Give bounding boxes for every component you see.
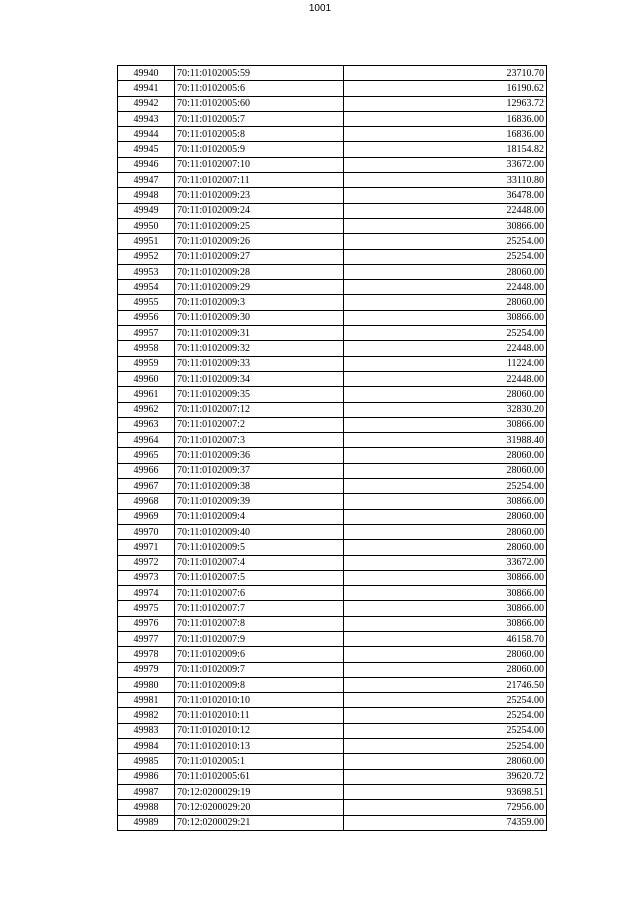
table-row xyxy=(118,264,547,279)
row-number-cell: 49983 xyxy=(118,723,175,738)
row-number-cell: 49957 xyxy=(118,326,175,341)
row-number-cell: 49975 xyxy=(118,601,175,616)
cadastral-number-cell: 70:11:0102005:8 xyxy=(175,127,344,142)
row-number-cell: 49971 xyxy=(118,540,175,555)
row-number-cell: 49945 xyxy=(118,142,175,157)
value-cell: 22448.00 xyxy=(344,371,547,386)
cadastral-number-cell: 70:11:0102009:30 xyxy=(175,310,344,325)
row-number-cell: 49987 xyxy=(118,784,175,799)
cadastral-number-cell: 70:11:0102010:13 xyxy=(175,739,344,754)
table-row xyxy=(118,769,547,784)
row-number-cell: 49968 xyxy=(118,494,175,509)
value-cell: 25254.00 xyxy=(344,326,547,341)
value-cell: 32830.20 xyxy=(344,402,547,417)
value-cell: 11224.00 xyxy=(344,356,547,371)
value-cell: 22448.00 xyxy=(344,280,547,295)
value-cell: 25254.00 xyxy=(344,693,547,708)
row-number-cell: 49948 xyxy=(118,188,175,203)
table-row xyxy=(118,341,547,356)
row-number-cell: 49970 xyxy=(118,524,175,539)
value-cell: 28060.00 xyxy=(344,387,547,402)
row-number-cell: 49955 xyxy=(118,295,175,310)
row-number-cell: 49982 xyxy=(118,708,175,723)
table-row xyxy=(118,356,547,371)
cadastral-number-cell: 70:11:0102007:10 xyxy=(175,157,344,172)
table-row xyxy=(118,402,547,417)
value-cell: 30866.00 xyxy=(344,417,547,432)
value-cell: 39620.72 xyxy=(344,769,547,784)
cadastral-number-cell: 70:11:0102007:4 xyxy=(175,555,344,570)
value-cell: 33110.80 xyxy=(344,173,547,188)
cadastral-number-cell: 70:11:0102009:26 xyxy=(175,234,344,249)
table-row xyxy=(118,280,547,295)
cadastral-number-cell: 70:12:0200029:20 xyxy=(175,800,344,815)
table-row xyxy=(118,616,547,631)
row-number-cell: 49941 xyxy=(118,81,175,96)
value-cell: 22448.00 xyxy=(344,203,547,218)
table-row xyxy=(118,310,547,325)
row-number-cell: 49963 xyxy=(118,417,175,432)
row-number-cell: 49947 xyxy=(118,173,175,188)
value-cell: 28060.00 xyxy=(344,264,547,279)
table-row xyxy=(118,647,547,662)
value-cell: 18154.82 xyxy=(344,142,547,157)
row-number-cell: 49988 xyxy=(118,800,175,815)
row-number-cell: 49962 xyxy=(118,402,175,417)
cadastral-number-cell: 70:11:0102005:59 xyxy=(175,66,344,81)
table-row xyxy=(118,142,547,157)
row-number-cell: 49977 xyxy=(118,631,175,646)
value-cell: 28060.00 xyxy=(344,662,547,677)
cadastral-number-cell: 70:11:0102009:38 xyxy=(175,479,344,494)
row-number-cell: 49954 xyxy=(118,280,175,295)
cadastral-number-cell: 70:11:0102009:4 xyxy=(175,509,344,524)
cadastral-number-cell: 70:11:0102005:7 xyxy=(175,111,344,126)
value-cell: 33672.00 xyxy=(344,555,547,570)
cadastral-number-cell: 70:11:0102007:2 xyxy=(175,417,344,432)
row-number-cell: 49959 xyxy=(118,356,175,371)
row-number-cell: 49974 xyxy=(118,586,175,601)
value-cell: 16190.62 xyxy=(344,81,547,96)
value-cell: 16836.00 xyxy=(344,111,547,126)
value-cell: 33672.00 xyxy=(344,157,547,172)
value-cell: 21746.50 xyxy=(344,677,547,692)
row-number-cell: 49966 xyxy=(118,463,175,478)
cadastral-number-cell: 70:11:0102007:5 xyxy=(175,570,344,585)
row-number-cell: 49951 xyxy=(118,234,175,249)
table-row xyxy=(118,677,547,692)
row-number-cell: 49985 xyxy=(118,754,175,769)
cadastral-number-cell: 70:11:0102009:8 xyxy=(175,677,344,692)
table-row xyxy=(118,463,547,478)
value-cell: 30866.00 xyxy=(344,494,547,509)
value-cell: 28060.00 xyxy=(344,754,547,769)
row-number-cell: 49960 xyxy=(118,371,175,386)
table-row xyxy=(118,693,547,708)
cadastral-number-cell: 70:11:0102007:8 xyxy=(175,616,344,631)
table-row xyxy=(118,218,547,233)
row-number-cell: 49980 xyxy=(118,677,175,692)
table-row xyxy=(118,81,547,96)
row-number-cell: 49949 xyxy=(118,203,175,218)
value-cell: 25254.00 xyxy=(344,249,547,264)
row-number-cell: 49986 xyxy=(118,769,175,784)
cadastral-number-cell: 70:11:0102007:7 xyxy=(175,601,344,616)
table-row xyxy=(118,417,547,432)
row-number-cell: 49946 xyxy=(118,157,175,172)
value-cell: 25254.00 xyxy=(344,739,547,754)
row-number-cell: 49989 xyxy=(118,815,175,830)
cadastral-number-cell: 70:12:0200029:21 xyxy=(175,815,344,830)
value-cell: 12963.72 xyxy=(344,96,547,111)
cadastral-number-cell: 70:11:0102009:40 xyxy=(175,524,344,539)
cadastral-number-cell: 70:11:0102009:23 xyxy=(175,188,344,203)
table-row xyxy=(118,815,547,830)
cadastral-number-cell: 70:11:0102009:27 xyxy=(175,249,344,264)
value-cell: 28060.00 xyxy=(344,295,547,310)
row-number-cell: 49984 xyxy=(118,739,175,754)
cadastral-number-cell: 70:11:0102009:37 xyxy=(175,463,344,478)
value-cell: 72956.00 xyxy=(344,800,547,815)
table-row xyxy=(118,111,547,126)
row-number-cell: 49978 xyxy=(118,647,175,662)
table-row xyxy=(118,754,547,769)
cadastral-number-cell: 70:11:0102009:36 xyxy=(175,448,344,463)
cadastral-number-cell: 70:11:0102010:11 xyxy=(175,708,344,723)
cadastral-number-cell: 70:11:0102009:6 xyxy=(175,647,344,662)
cadastral-number-cell: 70:11:0102009:39 xyxy=(175,494,344,509)
table-row xyxy=(118,127,547,142)
row-number-cell: 49942 xyxy=(118,96,175,111)
table-row xyxy=(118,249,547,264)
cadastral-number-cell: 70:11:0102009:24 xyxy=(175,203,344,218)
table-row xyxy=(118,586,547,601)
value-cell: 30866.00 xyxy=(344,586,547,601)
cadastral-number-cell: 70:11:0102009:34 xyxy=(175,371,344,386)
row-number-cell: 49965 xyxy=(118,448,175,463)
cadastral-number-cell: 70:11:0102009:25 xyxy=(175,218,344,233)
cadastral-number-cell: 70:11:0102005:9 xyxy=(175,142,344,157)
table-row xyxy=(118,448,547,463)
table-row xyxy=(118,570,547,585)
table-row xyxy=(118,723,547,738)
table-row xyxy=(118,739,547,754)
table-row xyxy=(118,188,547,203)
cadastral-number-cell: 70:11:0102005:61 xyxy=(175,769,344,784)
row-number-cell: 49940 xyxy=(118,66,175,81)
row-number-cell: 49961 xyxy=(118,387,175,402)
value-cell: 25254.00 xyxy=(344,723,547,738)
value-cell: 28060.00 xyxy=(344,540,547,555)
row-number-cell: 49964 xyxy=(118,433,175,448)
cadastral-number-cell: 70:11:0102007:6 xyxy=(175,586,344,601)
table-row xyxy=(118,234,547,249)
table-row xyxy=(118,784,547,799)
cadastral-number-cell: 70:11:0102010:10 xyxy=(175,693,344,708)
cadastral-number-cell: 70:11:0102009:31 xyxy=(175,326,344,341)
value-cell: 16836.00 xyxy=(344,127,547,142)
value-cell: 31988.40 xyxy=(344,433,547,448)
table-row xyxy=(118,371,547,386)
table-row xyxy=(118,173,547,188)
value-cell: 23710.70 xyxy=(344,66,547,81)
cadastral-number-cell: 70:11:0102007:3 xyxy=(175,433,344,448)
value-cell: 22448.00 xyxy=(344,341,547,356)
cadastral-number-cell: 70:11:0102007:9 xyxy=(175,631,344,646)
value-cell: 74359.00 xyxy=(344,815,547,830)
value-cell: 25254.00 xyxy=(344,479,547,494)
registry-table xyxy=(117,65,547,831)
cadastral-number-cell: 70:11:0102005:60 xyxy=(175,96,344,111)
row-number-cell: 49953 xyxy=(118,264,175,279)
cadastral-number-cell: 70:11:0102005:6 xyxy=(175,81,344,96)
row-number-cell: 49950 xyxy=(118,218,175,233)
table-row xyxy=(118,662,547,677)
value-cell: 93698.51 xyxy=(344,784,547,799)
row-number-cell: 49976 xyxy=(118,616,175,631)
table-row xyxy=(118,66,547,81)
table-row xyxy=(118,601,547,616)
value-cell: 36478.00 xyxy=(344,188,547,203)
value-cell: 25254.00 xyxy=(344,234,547,249)
cadastral-number-cell: 70:11:0102009:35 xyxy=(175,387,344,402)
table-row xyxy=(118,555,547,570)
table-row xyxy=(118,295,547,310)
row-number-cell: 49979 xyxy=(118,662,175,677)
cadastral-number-cell: 70:11:0102009:32 xyxy=(175,341,344,356)
value-cell: 30866.00 xyxy=(344,218,547,233)
table-row xyxy=(118,800,547,815)
value-cell: 28060.00 xyxy=(344,463,547,478)
row-number-cell: 49967 xyxy=(118,479,175,494)
value-cell: 30866.00 xyxy=(344,616,547,631)
value-cell: 28060.00 xyxy=(344,448,547,463)
table-row xyxy=(118,157,547,172)
table-row xyxy=(118,494,547,509)
cadastral-number-cell: 70:11:0102009:28 xyxy=(175,264,344,279)
table-row xyxy=(118,96,547,111)
table-row xyxy=(118,433,547,448)
page-number: 1001 xyxy=(308,3,332,14)
row-number-cell: 49958 xyxy=(118,341,175,356)
row-number-cell: 49972 xyxy=(118,555,175,570)
table-row xyxy=(118,540,547,555)
row-number-cell: 49981 xyxy=(118,693,175,708)
row-number-cell: 49944 xyxy=(118,127,175,142)
table-row xyxy=(118,479,547,494)
value-cell: 46158.70 xyxy=(344,631,547,646)
table-row xyxy=(118,524,547,539)
cadastral-number-cell: 70:11:0102009:33 xyxy=(175,356,344,371)
table-row xyxy=(118,509,547,524)
value-cell: 30866.00 xyxy=(344,310,547,325)
value-cell: 30866.00 xyxy=(344,601,547,616)
cadastral-number-cell: 70:11:0102009:5 xyxy=(175,540,344,555)
cadastral-number-cell: 70:11:0102007:12 xyxy=(175,402,344,417)
table-row xyxy=(118,631,547,646)
value-cell: 25254.00 xyxy=(344,708,547,723)
cadastral-number-cell: 70:11:0102009:3 xyxy=(175,295,344,310)
cadastral-number-cell: 70:12:0200029:19 xyxy=(175,784,344,799)
table-row xyxy=(118,387,547,402)
value-cell: 30866.00 xyxy=(344,570,547,585)
value-cell: 28060.00 xyxy=(344,509,547,524)
registry-table-body xyxy=(118,66,547,831)
row-number-cell: 49952 xyxy=(118,249,175,264)
table-row xyxy=(118,326,547,341)
value-cell: 28060.00 xyxy=(344,647,547,662)
row-number-cell: 49943 xyxy=(118,111,175,126)
row-number-cell: 49969 xyxy=(118,509,175,524)
cadastral-number-cell: 70:11:0102009:29 xyxy=(175,280,344,295)
table-row xyxy=(118,203,547,218)
cadastral-number-cell: 70:11:0102009:7 xyxy=(175,662,344,677)
value-cell: 28060.00 xyxy=(344,524,547,539)
cadastral-number-cell: 70:11:0102005:1 xyxy=(175,754,344,769)
row-number-cell: 49956 xyxy=(118,310,175,325)
row-number-cell: 49973 xyxy=(118,570,175,585)
cadastral-number-cell: 70:11:0102010:12 xyxy=(175,723,344,738)
table-row xyxy=(118,708,547,723)
cadastral-number-cell: 70:11:0102007:11 xyxy=(175,173,344,188)
